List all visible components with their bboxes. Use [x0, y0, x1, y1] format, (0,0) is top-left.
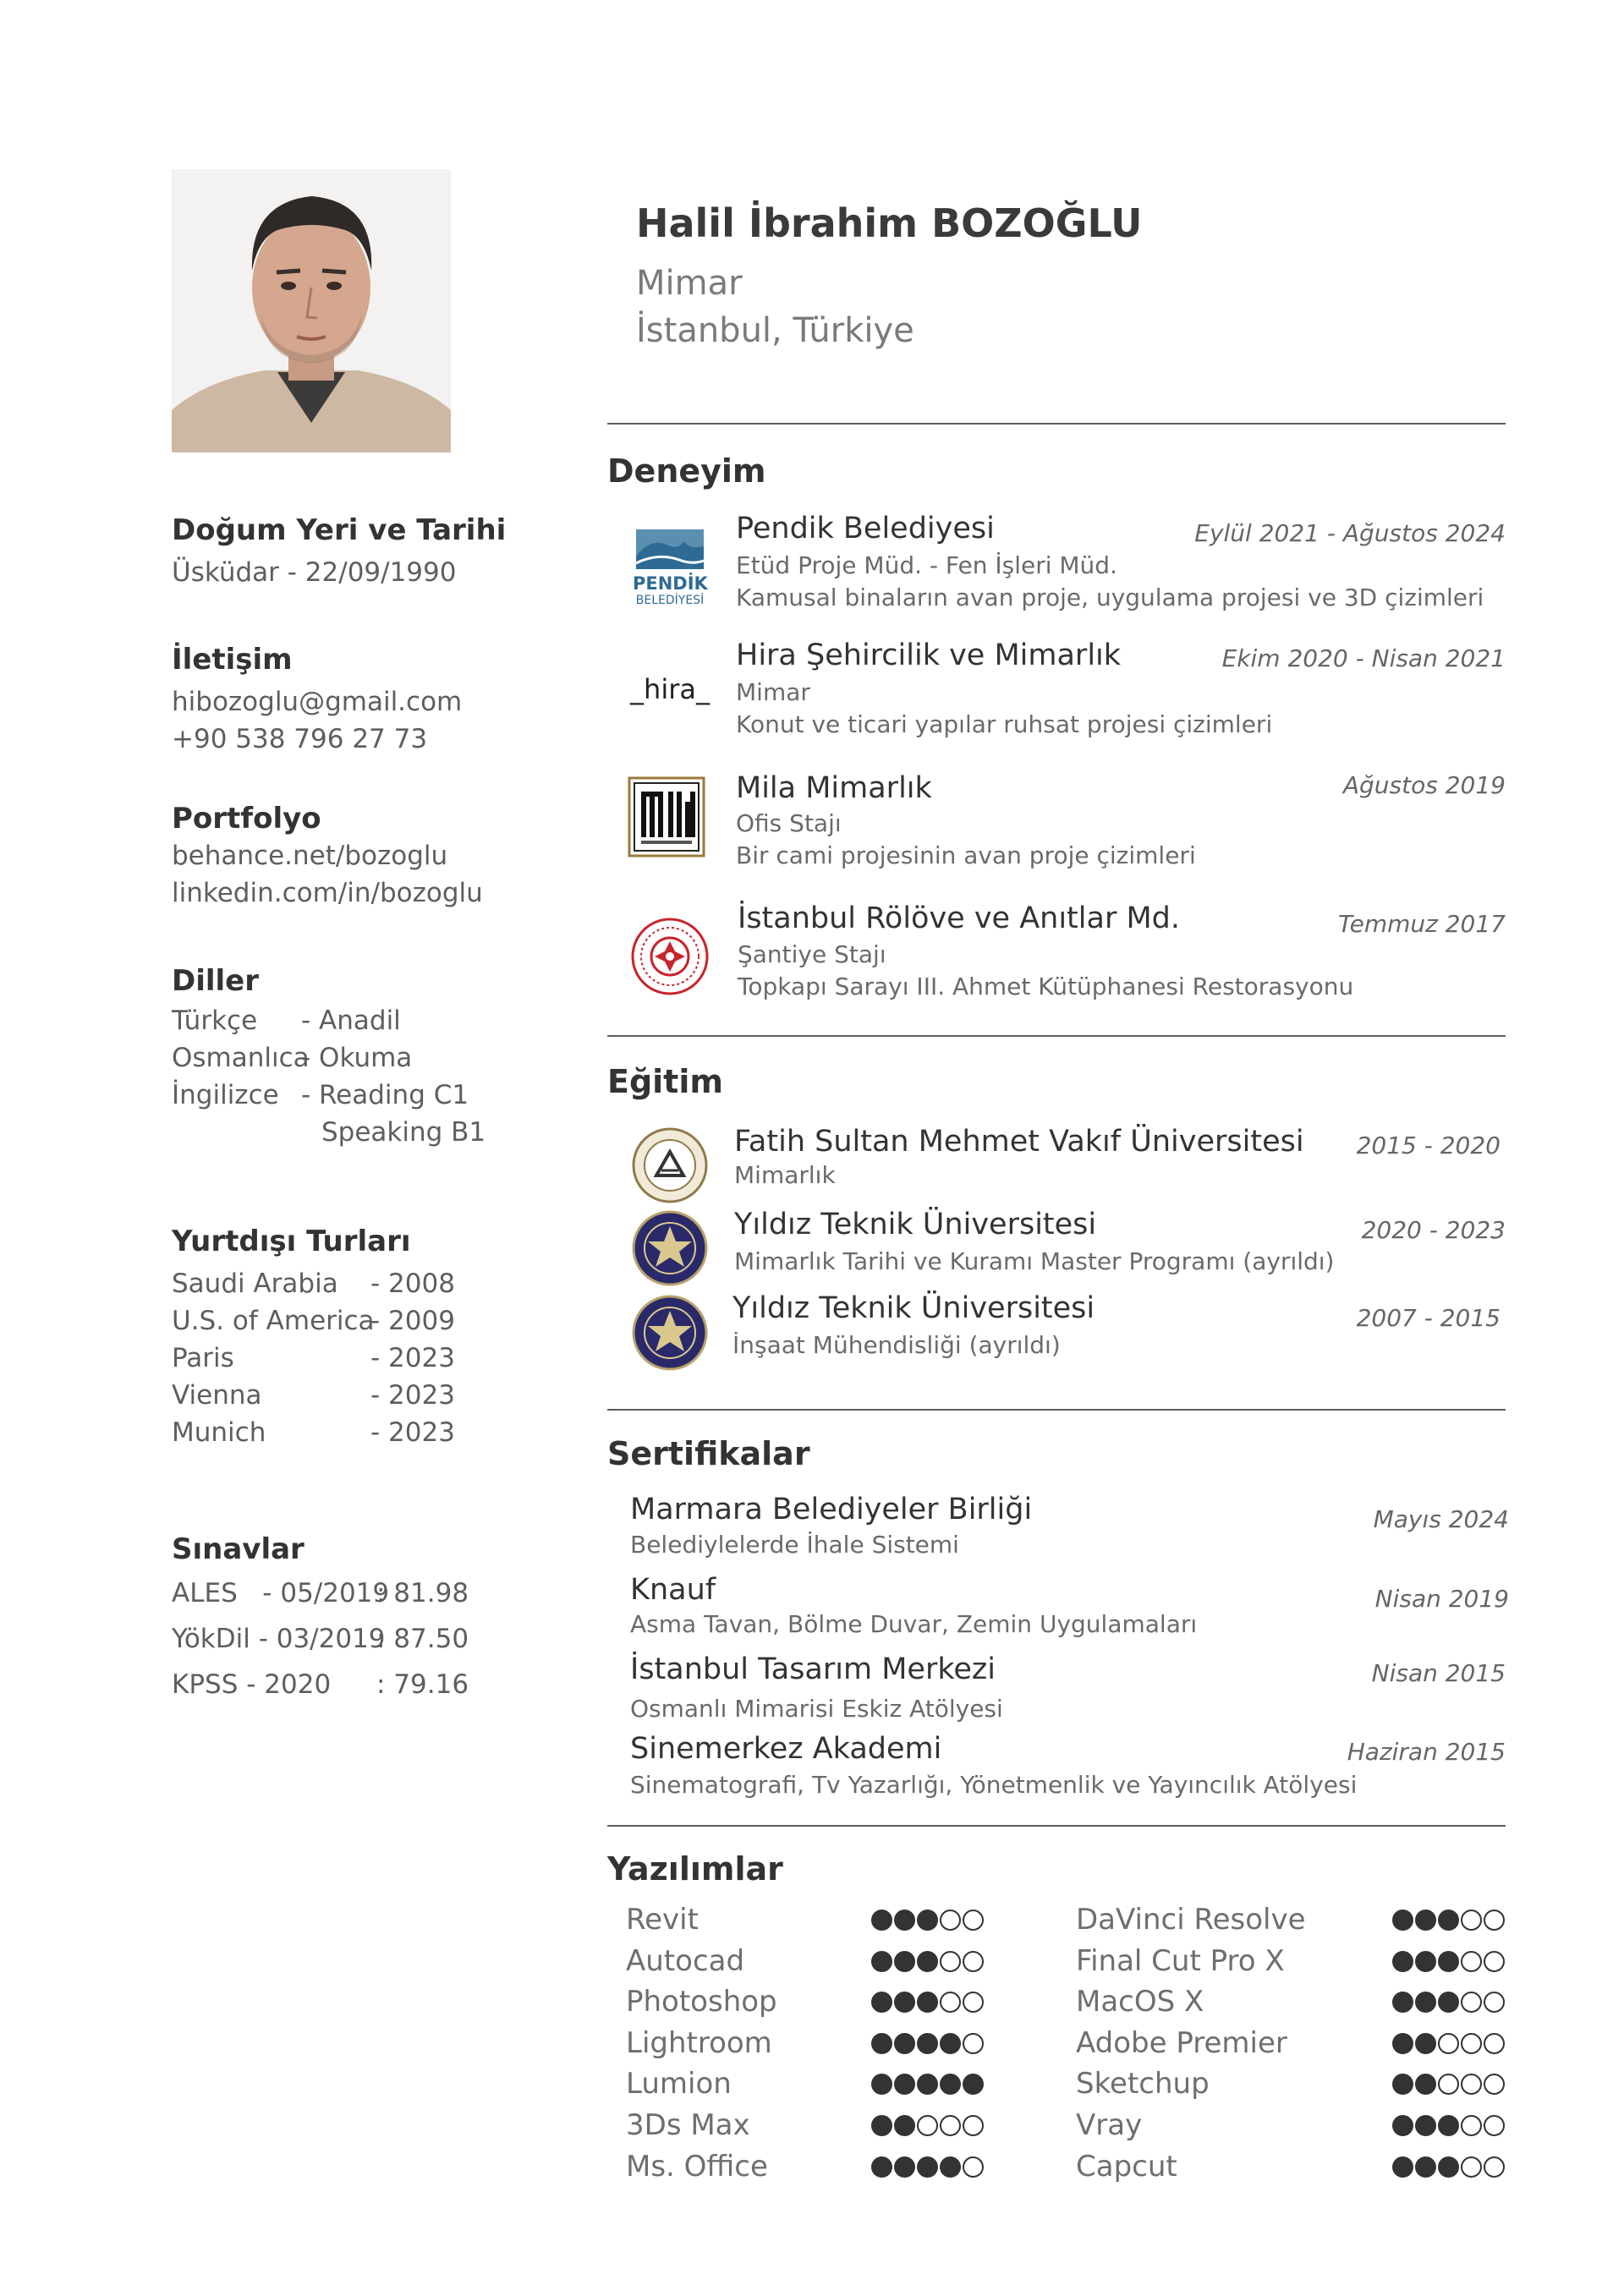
exam-name: KPSS - 2020	[172, 1669, 332, 1700]
travel-place: Munich	[172, 1417, 266, 1448]
rating-dot-filled	[1438, 1951, 1459, 1972]
travel-place: Saudi Arabia	[172, 1269, 338, 1299]
software-name: Autocad	[626, 1943, 745, 1978]
rating-dot-filled	[1415, 1992, 1436, 2013]
experience-date: Ağustos 2019	[1342, 771, 1506, 799]
software-name: Capcut	[1076, 2149, 1177, 2184]
rating-dot-empty	[1461, 1910, 1482, 1931]
experience-role: Şantiye Stajı	[738, 940, 886, 968]
software-name: Vray	[1076, 2108, 1143, 2142]
rating-dot-empty	[940, 1951, 961, 1972]
rating-dot-empty	[1461, 2156, 1482, 2178]
restoration-directorate-seal-icon	[629, 916, 710, 997]
experience-role: Mimar	[736, 678, 810, 706]
language-level: - Anadil	[301, 1006, 401, 1036]
experience-company: Hira Şehircilik ve Mimarlık	[736, 638, 1122, 672]
rating-dot-empty	[1461, 2033, 1482, 2054]
certificate-org: İstanbul Tasarım Merkezi	[630, 1652, 996, 1686]
education-heading: Eğitim	[607, 1063, 723, 1100]
experience-description: Konut ve ticari yapılar ruhsat projesi çizimleri	[736, 710, 1273, 738]
skill-rating	[1392, 1992, 1505, 2013]
rating-dot-filled	[963, 2074, 984, 2095]
birth-value: Üsküdar - 22/09/1990	[172, 557, 457, 588]
linkedin-link[interactable]: linkedin.com/in/bozoglu	[172, 878, 483, 908]
education-program: Mimarlık Tarihi ve Kuramı Master Programı (ayrıldı)	[734, 1247, 1335, 1275]
profile-photo	[172, 169, 451, 452]
divider	[607, 423, 1506, 425]
skill-rating	[871, 1951, 984, 1972]
rating-dot-empty	[1461, 2074, 1482, 2095]
pendik-logo-text: PENDİK	[633, 573, 708, 594]
rating-dot-empty	[963, 1951, 984, 1972]
language-level: - Okuma	[301, 1043, 413, 1073]
certificate-org: Sinemerkez Akademi	[630, 1732, 942, 1766]
phone-number[interactable]: +90 538 796 27 73	[172, 724, 428, 754]
portfolio-heading: Portfolyo	[172, 802, 321, 836]
rating-dot-filled	[1392, 1992, 1413, 2013]
education-date: 2007 - 2015	[1356, 1304, 1501, 1332]
software-name: Final Cut Pro X	[1076, 1943, 1285, 1978]
skill-rating	[871, 2033, 984, 2054]
software-heading: Yazılımlar	[607, 1850, 783, 1888]
ytu-logo	[631, 1209, 709, 1287]
rating-dot-filled	[940, 2033, 961, 2054]
rating-dot-filled	[871, 1910, 892, 1931]
language-level: Speaking B1	[321, 1117, 486, 1148]
rating-dot-empty	[1484, 1951, 1505, 1972]
skill-rating	[1392, 2033, 1505, 2054]
rating-dot-filled	[871, 1992, 892, 2013]
rating-dot-filled	[1438, 2115, 1459, 2136]
software-name: Sketchup	[1076, 2067, 1210, 2101]
experience-role: Etüd Proje Müd. - Fen İşleri Müd.	[736, 551, 1117, 579]
rating-dot-empty	[1438, 2033, 1459, 2054]
rating-dot-filled	[1392, 2156, 1413, 2178]
exam-score: : 87.50	[376, 1624, 469, 1654]
rating-dot-filled	[1415, 1910, 1436, 1931]
rating-dot-filled	[871, 2074, 892, 2095]
travel-place: U.S. of America	[172, 1306, 375, 1336]
rating-dot-filled	[917, 2033, 938, 2054]
education-date: 2020 - 2023	[1361, 1216, 1506, 1244]
certificate-topic: Belediylelerde İhale Sistemi	[630, 1531, 959, 1559]
ytu-logo	[631, 1294, 709, 1372]
rating-dot-empty	[1484, 1992, 1505, 2013]
rating-dot-empty	[963, 2115, 984, 2136]
exams-heading: Sınavlar	[172, 1532, 304, 1566]
experience-company: Mila Mimarlık	[736, 771, 932, 805]
software-name: Adobe Premier	[1076, 2025, 1287, 2060]
exam-name: ALES - 05/2019	[172, 1578, 390, 1608]
exam-score: : 81.98	[376, 1578, 469, 1608]
certificate-topic: Osmanlı Mimarisi Eskiz Atölyesi	[630, 1695, 1003, 1723]
job-title: Mimar	[636, 264, 743, 303]
full-name: Halil İbrahim BOZOĞLU	[636, 200, 1143, 246]
software-name: Revit	[626, 1903, 699, 1937]
rating-dot-empty	[917, 2115, 938, 2136]
skill-rating	[1392, 2074, 1505, 2095]
rating-dot-empty	[963, 1910, 984, 1931]
rating-dot-filled	[894, 2115, 915, 2136]
experience-role: Ofis Stajı	[736, 809, 842, 837]
rating-dot-filled	[871, 2156, 892, 2178]
skill-rating	[871, 1992, 984, 2013]
experience-company: İstanbul Rölöve ve Anıtlar Md.	[738, 901, 1181, 935]
education-program: Mimarlık	[734, 1161, 836, 1189]
skill-rating	[1392, 2156, 1505, 2178]
education-program: İnşaat Mühendisliği (ayrıldı)	[732, 1331, 1061, 1359]
education-school: Yıldız Teknik Üniversitesi	[734, 1208, 1097, 1241]
certificate-date: Mayıs 2024	[1373, 1505, 1509, 1533]
rating-dot-filled	[940, 2074, 961, 2095]
rating-dot-filled	[1438, 1910, 1459, 1931]
rating-dot-filled	[1392, 1910, 1413, 1931]
rating-dot-filled	[917, 2156, 938, 2178]
rating-dot-filled	[1415, 2156, 1436, 2178]
rating-dot-filled	[1392, 2033, 1413, 2054]
travel-place: Vienna	[172, 1380, 262, 1411]
rating-dot-filled	[917, 1951, 938, 1972]
rating-dot-empty	[1484, 2074, 1505, 2095]
software-name: MacOS X	[1076, 1985, 1204, 2019]
exam-name: YökDil - 03/2019	[172, 1624, 386, 1654]
mila-logo	[628, 776, 705, 858]
travel-year: - 2023	[370, 1417, 455, 1448]
rating-dot-empty	[1484, 2156, 1505, 2178]
exam-score: : 79.16	[376, 1669, 469, 1700]
travel-year: - 2009	[370, 1306, 455, 1336]
experience-date: Eylül 2021 - Ağustos 2024	[1194, 519, 1506, 547]
experience-date: Ekim 2020 - Nisan 2021	[1221, 644, 1506, 672]
hira-logo-text: _hira_	[630, 673, 710, 705]
email-link[interactable]: hibozoglu@gmail.com	[172, 687, 463, 717]
rating-dot-empty	[1484, 1910, 1505, 1931]
rating-dot-filled	[871, 1951, 892, 1972]
software-name: DaVinci Resolve	[1076, 1903, 1306, 1937]
skill-rating	[1392, 1910, 1505, 1931]
pendik-logo-subtext: BELEDİYESİ	[635, 594, 705, 607]
certificate-date: Haziran 2015	[1347, 1738, 1506, 1766]
travel-year: - 2008	[370, 1269, 455, 1299]
rating-dot-filled	[1415, 2033, 1436, 2054]
hira-logo	[628, 668, 712, 719]
rating-dot-empty	[963, 1992, 984, 2013]
location: İstanbul, Türkiye	[636, 311, 914, 350]
certificate-topic: Asma Tavan, Bölme Duvar, Zemin Uygulamaları	[630, 1610, 1198, 1638]
rating-dot-filled	[1415, 1951, 1436, 1972]
language-level: - Reading C1	[301, 1080, 469, 1110]
divider	[607, 1409, 1506, 1411]
rating-dot-filled	[894, 2033, 915, 2054]
rating-dot-filled	[894, 2074, 915, 2095]
pendik-logo	[633, 523, 707, 614]
rating-dot-filled	[894, 1992, 915, 2013]
rating-dot-empty	[940, 1910, 961, 1931]
profile-photo-illustration	[172, 169, 451, 452]
rating-dot-filled	[1392, 2074, 1413, 2095]
language-name: İngilizce	[172, 1080, 279, 1110]
education-date: 2015 - 2020	[1356, 1132, 1501, 1159]
language-name: Osmanlıca	[172, 1043, 310, 1073]
fsmvu-logo	[631, 1126, 709, 1204]
rating-dot-empty	[1438, 2074, 1459, 2095]
certificate-org: Knauf	[630, 1573, 716, 1607]
rating-dot-filled	[894, 2156, 915, 2178]
certificate-date: Nisan 2015	[1371, 1659, 1506, 1687]
certificate-org: Marmara Belediyeler Birliği	[630, 1493, 1033, 1526]
rating-dot-filled	[1392, 1951, 1413, 1972]
rating-dot-filled	[1415, 2074, 1436, 2095]
travel-year: - 2023	[370, 1343, 455, 1373]
language-name: Türkçe	[172, 1006, 258, 1036]
experience-description: Kamusal binaların avan proje, uygulama projesi ve 3D çizimleri	[736, 584, 1484, 611]
education-school: Yıldız Teknik Üniversitesi	[732, 1291, 1095, 1325]
rating-dot-empty	[963, 2156, 984, 2178]
skill-rating	[1392, 1951, 1505, 1972]
certificate-topic: Sinematografi, Tv Yazarlığı, Yönetmenlik ve Yayıncılık Atölyesi	[630, 1771, 1358, 1799]
skill-rating	[871, 2156, 984, 2178]
rating-dot-empty	[1461, 1992, 1482, 2013]
rating-dot-empty	[1484, 2115, 1505, 2136]
experience-description: Topkapı Sarayı III. Ahmet Kütüphanesi Restorasyonu	[738, 973, 1354, 1000]
behance-link[interactable]: behance.net/bozoglu	[172, 841, 448, 871]
rating-dot-empty	[963, 2033, 984, 2054]
software-name: 3Ds Max	[626, 2108, 750, 2142]
rating-dot-filled	[871, 2033, 892, 2054]
skill-rating	[871, 1910, 984, 1931]
travel-year: - 2023	[370, 1380, 455, 1411]
rating-dot-empty	[1461, 2115, 1482, 2136]
rating-dot-filled	[894, 1910, 915, 1931]
travels-heading: Yurtdışı Turları	[172, 1225, 411, 1258]
rating-dot-filled	[917, 1910, 938, 1931]
education-school: Fatih Sultan Mehmet Vakıf Üniversitesi	[734, 1125, 1304, 1159]
software-name: Ms. Office	[626, 2149, 768, 2184]
travel-place: Paris	[172, 1343, 234, 1373]
experience-company: Pendik Belediyesi	[736, 512, 995, 545]
rating-dot-filled	[940, 2156, 961, 2178]
rating-dot-empty	[1484, 2033, 1505, 2054]
languages-heading: Diller	[172, 964, 260, 998]
software-name: Lightroom	[626, 2025, 772, 2060]
software-name: Lumion	[626, 2067, 732, 2101]
rating-dot-filled	[1438, 2156, 1459, 2178]
certificates-heading: Sertifikalar	[607, 1435, 810, 1472]
skill-rating	[1392, 2115, 1505, 2136]
experience-heading: Deneyim	[607, 452, 766, 490]
experience-description: Bir cami projesinin avan proje çizimleri	[736, 841, 1196, 869]
skill-rating	[871, 2115, 984, 2136]
birth-heading: Doğum Yeri ve Tarihi	[172, 513, 507, 547]
rating-dot-filled	[1392, 2115, 1413, 2136]
rating-dot-filled	[917, 1992, 938, 2013]
skill-rating	[871, 2074, 984, 2095]
experience-date: Temmuz 2017	[1337, 910, 1506, 938]
rating-dot-filled	[871, 2115, 892, 2136]
certificate-date: Nisan 2019	[1374, 1585, 1509, 1613]
software-name: Photoshop	[626, 1985, 777, 2019]
divider	[607, 1035, 1506, 1037]
rating-dot-filled	[894, 1951, 915, 1972]
contact-heading: İletişim	[172, 643, 293, 677]
rating-dot-empty	[940, 2115, 961, 2136]
rating-dot-filled	[1438, 1992, 1459, 2013]
divider	[607, 1825, 1506, 1827]
rating-dot-filled	[1415, 2115, 1436, 2136]
rating-dot-filled	[917, 2074, 938, 2095]
rating-dot-empty	[940, 1992, 961, 2013]
rating-dot-empty	[1461, 1951, 1482, 1972]
